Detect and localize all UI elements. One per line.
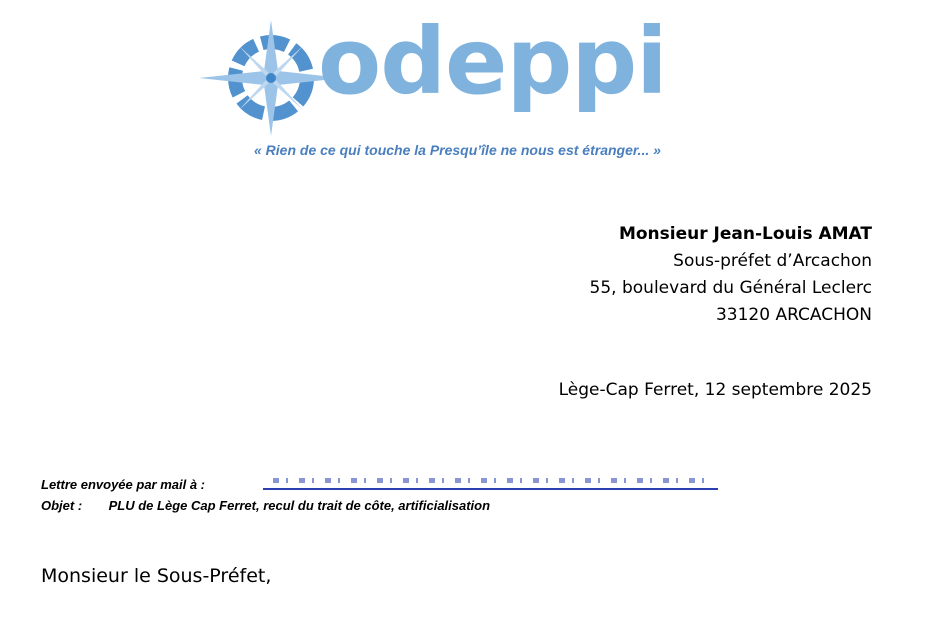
recipient-city: 33120 ARCACHON: [715, 305, 872, 325]
redacted-email-link[interactable]: [263, 476, 718, 490]
letterhead: [0, 0, 942, 170]
sent-by-mail-row: [41, 474, 718, 495]
letter-meta: [41, 474, 718, 516]
object-label: Objet :: [41, 498, 83, 513]
recipient-block: [590, 221, 872, 329]
recipient-name: Monsieur Jean-Louis AMAT: [618, 224, 872, 244]
salutation: Monsieur le Sous-Préfet,: [41, 565, 272, 587]
recipient-title: Sous-préfet d’Arcachon: [673, 251, 872, 271]
recipient-address: 55, boulevard du Général Leclerc: [589, 278, 872, 298]
object-row: [41, 495, 718, 516]
sent-by-mail-label: Lettre envoyée par mail à :: [41, 477, 206, 492]
place-date: Lège-Cap Ferret, 12 septembre 2025: [558, 380, 872, 400]
tagline: « Rien de ce qui touche la Presqu’île ne nous est étranger... »: [254, 142, 661, 158]
brand-wordmark: odeppi: [318, 8, 667, 115]
object-text: PLU de Lège Cap Ferret, recul du trait de côte, artificialisation: [108, 498, 491, 513]
